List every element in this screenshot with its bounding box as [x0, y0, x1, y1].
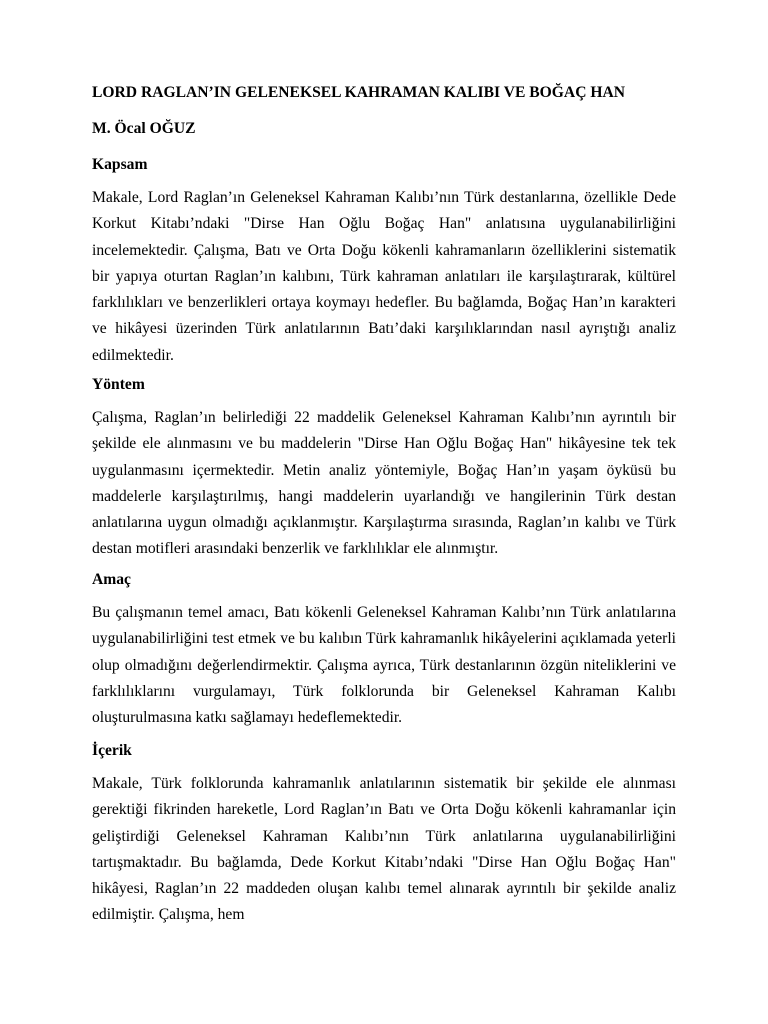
section-body-yontem: Çalışma, Raglan’ın belirlediği 22 maddelik Geleneksel Kahraman Kalıbı’nın ayrıntılı bir şekilde ele alınmasını ve bu maddelerin "Dirse Han Oğlu Boğaç Han" hikâyesine tek tek uygulanmasını içermektedir. Metin analiz yöntemiyle, Boğaç Han’ın yaşam öyküsü bu maddelerle karşılaştırılmış, hangi maddelerin uyarlandığı ve hangilerinin Türk destan anlatılarına uygun olmadığı açıklanmıştır. Karşılaştırma sırasında, Raglan’ın kalıbı ve Türk destan motifleri arasındaki benzerlik ve farklılıklar ele alınmıştır. [92, 409, 676, 558]
section-heading-amac: Amaç [92, 571, 131, 588]
section-heading-yontem: Yöntem [92, 376, 145, 393]
section-heading-kapsam: Kapsam [92, 156, 148, 173]
section-body-amac: Bu çalışmanın temel amacı, Batı kökenli Geleneksel Kahraman Kalıbı’nın Türk anlatılarına uygulanabilirliğini test etmek ve bu kalıbın Türk kahramanlık hikâyelerini açıklamada yeterli olup olmadığını değerlendirmektir. Çalışma ayrıca, Türk destanlarının özgün niteliklerini ve farklılıklarını vurgulamayı, Türk folklorunda bir Geleneksel Kahraman Kalıbı oluşturulmasına katkı sağlamayı hedeflemektedir. [92, 604, 676, 727]
section-heading-icerik: İçerik [92, 742, 132, 759]
document-title: LORD RAGLAN’IN GELENEKSEL KAHRAMAN KALIBI VE BOĞAÇ HAN [92, 84, 626, 101]
section-body-icerik: Makale, Türk folklorunda kahramanlık anlatılarının sistematik bir şekilde ele alınması gerektiği fikrinden hareketle, Lord Raglan’ın Batı ve Orta Doğu kökenli kahramanlar için geliştirdiği Geleneksel Kahraman Kalıbı’nın Türk anlatılarına uygulanabilirliğini tartışmaktadır. Bu bağlamda, Dede Korkut Kitabı’ndaki "Dirse Han Oğlu Boğaç Han" hikâyesi, Raglan’ın 22 maddeden oluşan kalıbı temel alınarak ayrıntılı bir şekilde analiz edilmiştir. Çalışma, hem [92, 775, 676, 924]
section-body-kapsam: Makale, Lord Raglan’ın Geleneksel Kahraman Kalıbı’nın Türk destanlarına, özellikle Dede Korkut Kitabı’ndaki "Dirse Han Oğlu Boğaç Han" anlatısına uygulanabilirliğini incelemektedir. Çalışma, Batı ve Orta Doğu kökenli kahramanların özelliklerini sistematik bir yapıya oturtan Raglan’ın kalıbını, Türk kahraman anlatıları ile karşılaştırarak, kültürel farklılıkları ve benzerlikleri ortaya koymayı hedefler. Bu bağlamda, Boğaç Han’ın karakteri ve hikâyesi üzerinden Türk anlatılarının Batı’daki karşılıklarından nasıl ayrıştığı analiz edilmektedir. [92, 189, 676, 364]
document-author: M. Öcal OĞUZ [92, 120, 196, 137]
